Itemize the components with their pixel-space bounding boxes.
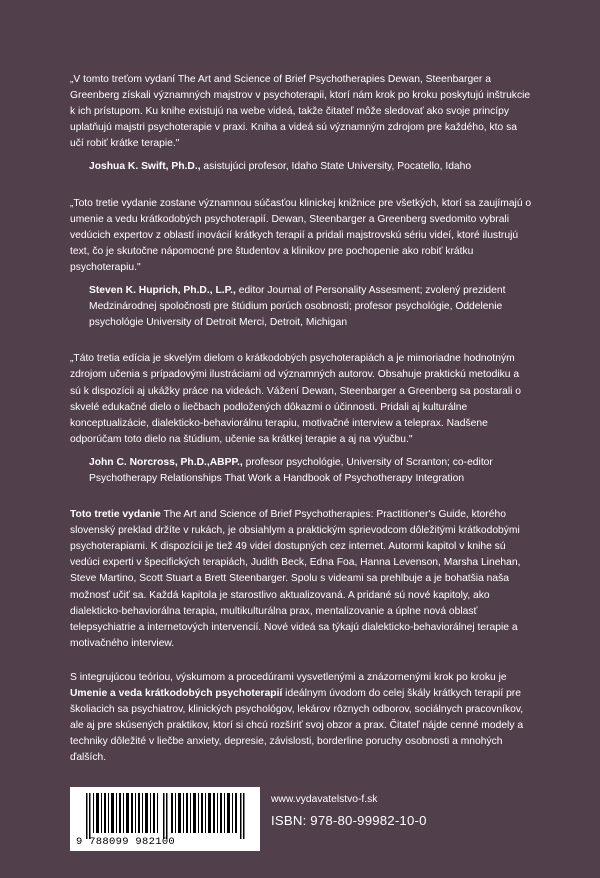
endorsement-quote: „Táto tretia edícia je skvelým dielom o krátkodobých psychoterapiách a je mimoriadne hodnotným zdrojom učenia s prípadovými ilustráciami od významných autorov. Obsahuje praktickú metodiku a sú k dispozícii aj ukážky práce na videách. Vážení Dewan, Steenbarger a Greenberg sa postarali o skvelé edukačné dielo o liečbach podložených dôkazmi o účinnosti. Pridali aj kulturálne konceptualizácie, dialekticko-behaviorálnu terapiu, motivačné interview a teleprax. Nadšene odporúčam toto dielo na štúdium, učenie sa krátkej terapie a aj na výučbu." (70, 353, 522, 445)
endorsement-3 (70, 351, 532, 487)
book-description (70, 507, 532, 652)
endorsement-author: Joshua K. Swift, Ph.D., (89, 161, 201, 173)
closing-paragraph (70, 670, 532, 767)
book-title-inline: Umenie a veda krátkodobých psychoterapií (70, 688, 283, 699)
endorsement-author: John C. Norcross, Ph.D.,ABPP., (89, 456, 243, 468)
closing-intro: S integrujúcou teóriou, výskumom a procedúrami vysvetlenými a znázornenými krok po kroku je (70, 671, 507, 683)
endorsement-author: Steven K. Huprich, Ph.D., L.P., (89, 285, 236, 297)
endorsement-quote: „Toto tretie vydanie zostane významnou súčasťou klinickej knižnice pre všetkých, ktorí sa zaujímajú o umenie a vedu krátkodobých psychoterapií. Dewan, Steenbarger a Greenberg svedomito vybrali vedúcich expertov z oblastí inovácií krátkych terapií a pridali majstrovskú sériu videí, ktoré ilustrujú text, čo je skutočne nápomocné pre študentov a klinikov pre pochopenie ako robiť krátku psychoterapiu." (70, 197, 532, 273)
endorsement-2 (70, 196, 532, 332)
isbn: ISBN: 978-80-99982-10-0 (271, 813, 427, 828)
endorsement-attribution (89, 159, 532, 175)
description-lead: Toto tretie vydanie (70, 509, 161, 521)
endorsement-role: asistujúci profesor, Idaho State University, Pocatello, Idaho (200, 161, 472, 173)
endorsement-quote: „V tomto treťom vydaní The Art and Science of Brief Psychotherapies Dewan, Steenbarger a Greenberg získali významných majstrov v psychoterapii, ktorí nám krok po kroku poskytujú inštrukcie k ich prístupom. Ku knihe existujú na webe videá, takže čitateľ môže sledovať ako svoje princípy uplatňujú majstri psychoterapie v praxi. Kniha a videá sú významným zdrojom pre každého, kto sa učí robiť krátke terapie." (70, 74, 531, 150)
publisher-website: www.vydavatelstvo-f.sk (271, 794, 378, 805)
endorsement-attribution (89, 455, 532, 487)
back-cover-text (70, 72, 532, 784)
endorsement-role: profesor psychológie, University of Scranton; co-editor Psychotherapy Relationships That Work a Handbook of Psychotherapy Integration (89, 456, 493, 484)
endorsement-attribution (89, 283, 532, 331)
description-body: The Art and Science of Brief Psychotherapies: Practitioner's Guide, ktorého slovenský preklad držíte v rukách, je obsiahlym a praktickým sprievodcom dôležitými krátkodobými psychoterapiami. K dispozícii je tiež 49 videí dostupných cez internet. Autormi kapitol v knihe sú vedúci experti v špecifických terapiách, Judith Beck, Edna Foa, Hanna Levenson, Marsha Linehan, Steve Martino, Scott Stuart a Brett Steenbarger. Spolu s videami sa prehlbuje a je bohatšia naša možnosť učiť sa. Každá kapitola je starostlivo aktualizovaná. A pridané sú nové kapitoly, ako dialekticko-behaviorálna terapia, multikulturálna prax, mentalizovanie a úplne nová oblasť telepsychiatrie a internetových intervencií. Nové videá sa týkajú dialekticko-behaviorálnej terapie a motivačného interview. (70, 509, 521, 649)
barcode (70, 787, 260, 851)
closing-body: ideálnym úvodom do celej škály krátkych terapií pre školiacich sa psychiatrov, klinických psychológov, lekárov rôznych odborov, sociálnych pracovníkov, ale aj pre skúsených praktikov, ktorí si chcú rozšíriť svoj obzor a prax. Čitateľ nájde cenné modely a techniky dôležité v liečbe anxiety, depresie, závislosti, borderline poruchy osobnosti a mnohých ďalších. (70, 688, 524, 764)
barcode-digits: 9 788099 982100 (76, 836, 176, 848)
endorsement-role: editor Journal of Personality Assesment; zvolený prezident Medzinárodnej spoločnosti pre štúdium porúch osobnosti; profesor psychológie, Oddelenie psychológie University of Detroit Merci, Detroit, Michigan (89, 285, 506, 329)
endorsement-1 (70, 72, 532, 176)
